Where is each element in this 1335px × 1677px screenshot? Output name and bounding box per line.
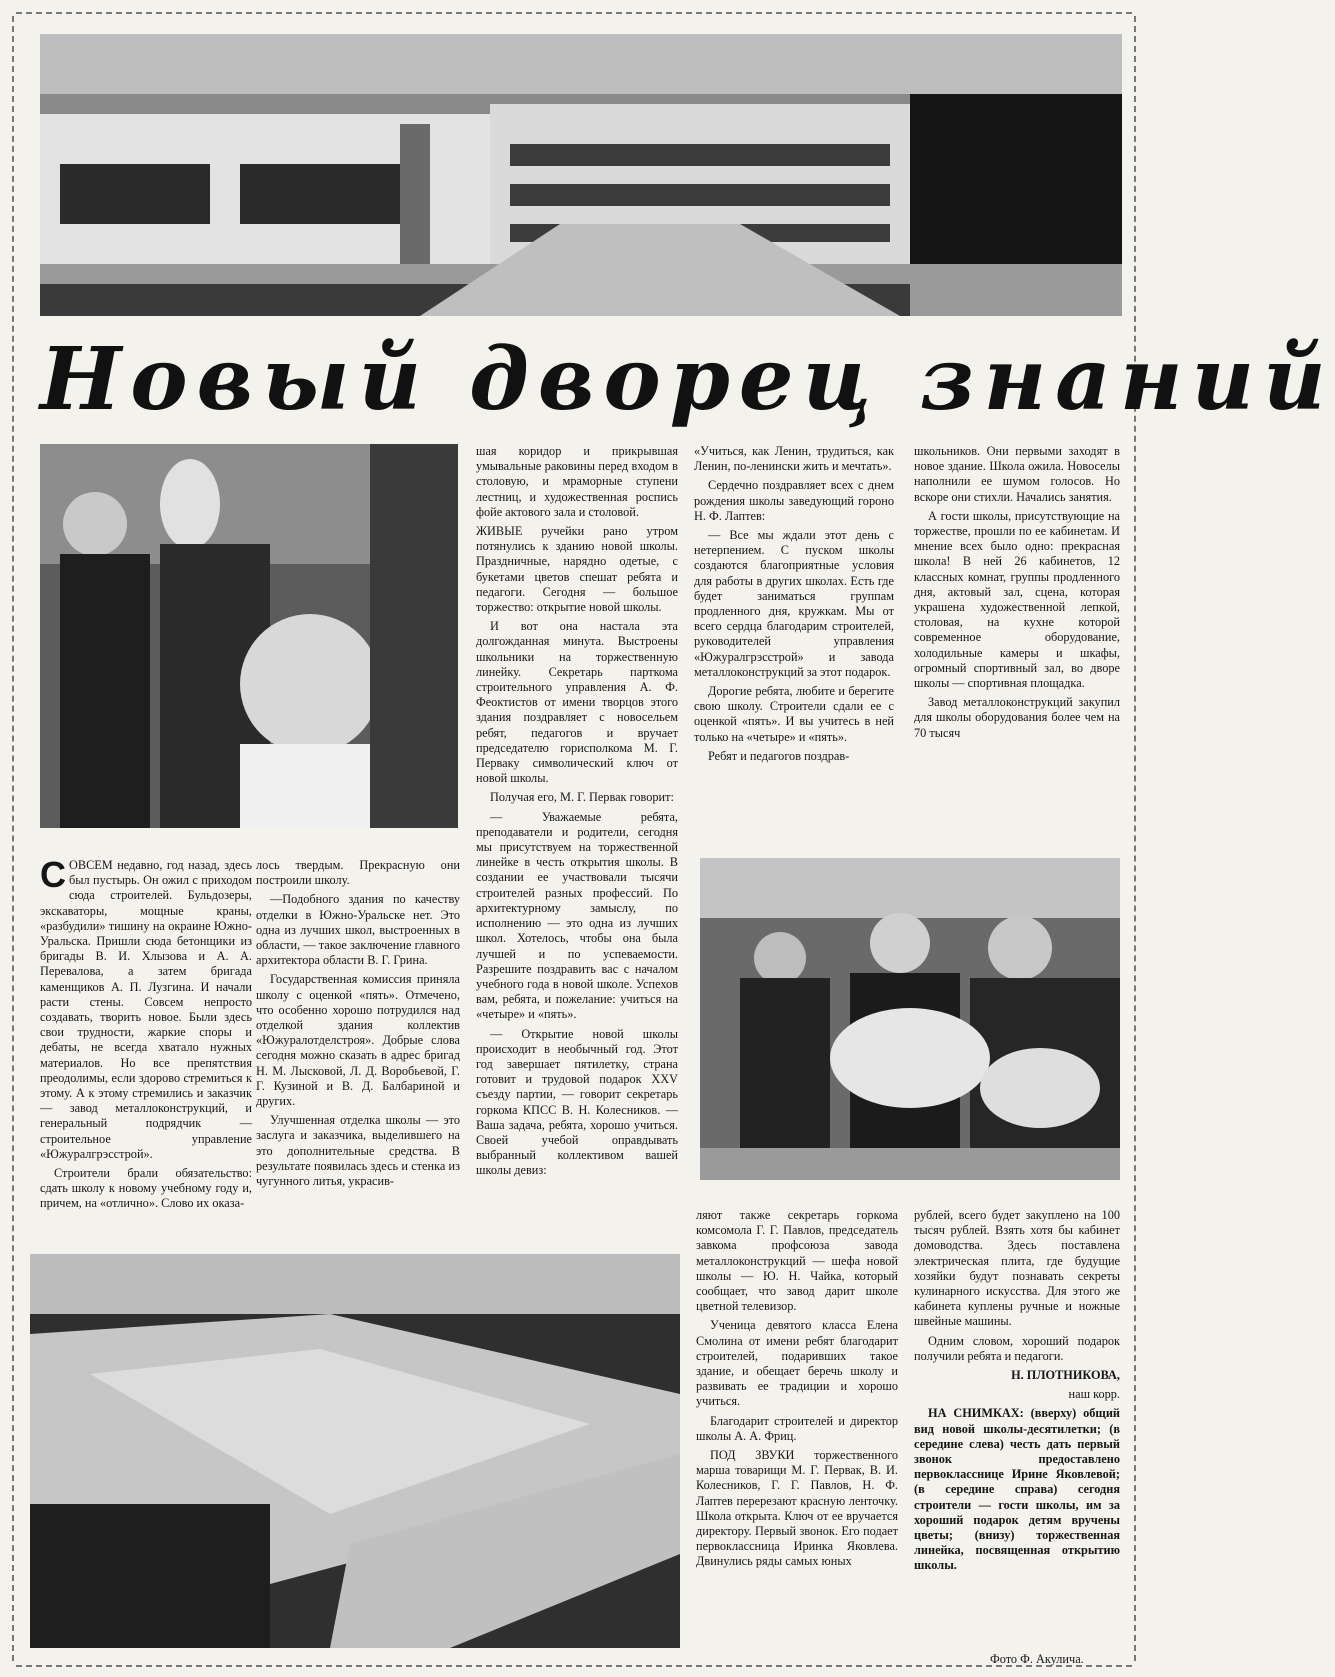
article-column-6 [696,1208,898,1670]
photo-credit: Фото Ф. Акулича. [990,1652,1084,1666]
paragraph-22: Ученица девятого класса Елена Смолина от имени ребят благодарит строителей, подаривших такое здание, и обещает беречь школу и развивать ее традиции и хорошо учиться. [696,1318,898,1409]
paragraph-20: Завод металлоконструкций закупил для школы оборудования более чем на 70 тысяч [914,695,1120,740]
paragraph-12: — Открытие новой школы происходит в необычный год. Этот год завершает пятилетку, страна готовит и трудовой подарок XXV съезду партии, — говорит секретарь горкома КПСС В. Н. Колесников. — Ваша задача, ребята, хорошо учиться. Своей учебой оправдывать выбранный коллективом вашей школы девиз: [476,1026,678,1178]
perforation-right [1134,16,1136,1661]
paragraph-25: рублей, всего будет закуплено на 100 тысяч рублей. Взять хотя бы кабинет домоводства. Здесь поставлена электрическая плита, где будущие хозяйки будут познавать секреты кулинарного искусства. Для этого же кабинета куплены ручные и ножные швейные машины. [914,1208,1120,1329]
paragraph-15: — Все мы ждали этот день с нетерпением. С пуском школы создаются благоприятные условия для работы в других школах. Есть где будет заниматься группам продленного дня, кружкам. Мы от всего сердца благодарим строителей, руководителей управления «Южуралгрэсстрой» и завода металлоконструкций за этот подарок. [694,528,894,679]
paragraph-1: СОВСЕМ недавно, год назад, здесь был пустырь. Он ожил с приходом сюда строителей. Бульдозеры, экскаваторы, мощные краны, «разбудили» тишину на окраине Южно-Уральска. Пришли сюда бетонщики из бригады В. И. Хлызова и А. А. Перевалова, а затем бригада каменщиков А. П. Лузгина. И начали расти стены. Совсем непросто создавать, творить новое. Были здесь свои трудности, жаркие споры и дебаты, не всегда хватало нужных материалов. Но все препятствия преодолимы, если здорово стремиться к этому. А к этому стремились и заказчик — завод металлоконструкций, и генеральный подрядчик — строительное управление «Южуралгрэсстрой». [40,854,252,1161]
perforation-left [12,16,14,1661]
article-column-2 [256,858,460,1248]
author-signature: Н. ПЛОТНИКОВА, [1011,1368,1120,1383]
paragraph-17: Ребят и педагогов поздрав- [708,748,850,763]
photo-school-building [40,34,1122,316]
paragraph-4: —Подобного здания по качеству отделки в Южно-Уральске нет. Это одна из лучших школ, выстроенных в области, — такое заключение главного архитектора области В. Г. Грина. [256,892,460,968]
paragraph-23: Благодарит строителей и директор школы А. А. Фриц. [696,1413,898,1443]
paragraph-26: Одним словом, хороший подарок получили ребята и педагоги. [914,1333,1120,1363]
paragraph-24: ПОД ЗВУКИ торжественного марша товарищи М. Г. Первак, В. И. Колесников, Г. Г. Павлов, Н. Ф. Лаптев перерезают красную ленточку. Школа открыта. Ключ от ее вручается директору. Первый звонок. Его подает первоклассница Иринка Яковлева. Двинулись ряды самых юных [696,1448,898,1569]
paragraph-5: Государственная комиссия приняла школу с оценкой «пять». Отмечено, что особенно хорошо потрудился над отделкой здания коллектив «Южуралотделстроя». Добрые слова сегодня можно сказать в адрес бригад Н. М. Лысковой, Л. Д. Воробьевой, Г. Г. Кузиной и В. Д. Балбариной и других. [256,972,460,1109]
perforation-top [16,12,1132,14]
headline: Новый дворец знаний [40,329,1335,430]
photo-builders-with-flowers [700,858,1120,1180]
paragraph-18: школьников. Они первыми заходят в новое здание. Школа ожила. Новоселы наполнили ее шумом голосов. Но вскоре они стихли. Начались занятия. [914,444,1120,504]
paragraph-7: шая коридор и прикрывшая умывальные раковины перед входом в столовую, и мраморные ступени лестниц, и художественная роспись фойе актового зала и столовой. [476,444,678,519]
paragraph-2: Строители брали обязательство: сдать школу к новому учебному году и, причем, на «отлично». Слово их оказа- [40,1166,252,1211]
paragraph-13: «Учиться, как Ленин, трудиться, как Ленин, по-ленински жить и мечтать». [694,444,894,474]
photo-captions: НА СНИМКАХ: (вверху) общий вид новой школы-десятилетки; (в середине слева) честь дать первый звонок предоставлено первокласснице Ирине Яковлевой; (в середине справа) сегодня строители — гости школы, им за хороший подарок детям вручены цветы; (внизу) торжественная линейка, посвященная открытию школы. [914,1406,1120,1573]
paragraph-8: ЖИВЫЕ ручейки рано утром потянулись к зданию новой школы. Праздничные, нарядно одетые, с букетами цветов спешат ребята и педагоги. Сегодня — большое торжество: открытие новой школы. [476,524,678,615]
photo-first-bell [40,444,458,828]
paragraph-11: — Уважаемые ребята, преподаватели и родители, сегодня мы присутствуем на торжественной линейке в честь открытия школы. В создании ее участвовали тысячи строителей разных профессий. По архитектурному замыслу, по исполнению — это одна из лучших школ. Хотелось, чтобы она была лучшей и по успеваемости. Разрешите поздравить вас с началом учебного года в новой школе. Успехов вам, ребята, и пожелание: учиться на «четыре» и «пять». [476,809,678,1022]
paragraph-16: Дорогие ребята, любите и берегите свою школу. Строители сдали ее с оценкой «пять». И вы учитесь в ней только на «четыре» и «пять». [694,684,894,744]
paragraph-10: Получая его, М. Г. Первак говорит: [490,790,674,805]
article-column-3 [476,444,678,1246]
paragraph-21: ляют также секретарь горкома комсомола Г. Г. Павлов, председатель завкома профсоюза завода металлоконструкций — шефа новой школы — Ю. Н. Чайка, который сообщает, что завод дарит школе цветной телевизор. [696,1208,898,1314]
author-role: наш корр. [1068,1387,1120,1402]
perforation-bottom [16,1665,1132,1667]
paragraph-9: И вот она настала эта долгожданная минута. Выстроены школьники на торжественную линейку. Секретарь парткома строительного управления А. Ф. Феоктистов от имени творцов этого здания поздравляет с новосельем ребят, педагогов и вручает председателю горисполкома М. Г. Перваку символический ключ от новой школы. [476,619,678,786]
photo-ceremony-lineup [30,1254,680,1648]
article-column-4 [694,444,894,846]
paragraph-3: лось твердым. Прекрасную они построили школу. [256,858,460,888]
article-column-1 [40,854,252,1248]
drop-cap: С [40,854,66,895]
paragraph-14: Сердечно поздравляет всех с днем рождения школы заведующий гороно Н. Ф. Лаптев: [694,478,894,523]
paragraph-19: А гости школы, присутствующие на торжестве, прошли по ее кабинетам. И мнение всех было одно: прекрасная школа! В ней 26 кабинетов, 12 классных комнат, группы продленного дня, актовый зал, сцена, которая украшена художественной лепкой, столовая, на кухне которой современное оборудование, холодильные камеры и шкафы, огромный спортивный зал, во дворе школы — спортивная площадка. [914,508,1120,691]
article-column-7 [914,1208,1120,1648]
article-column-5 [914,444,1120,846]
paragraph-6: Улучшенная отделка школы — это заслуга и заказчика, выделившего на это дополнительные средства. В результате появилась здесь и стенка из чугунного литья, украсив- [256,1113,460,1189]
